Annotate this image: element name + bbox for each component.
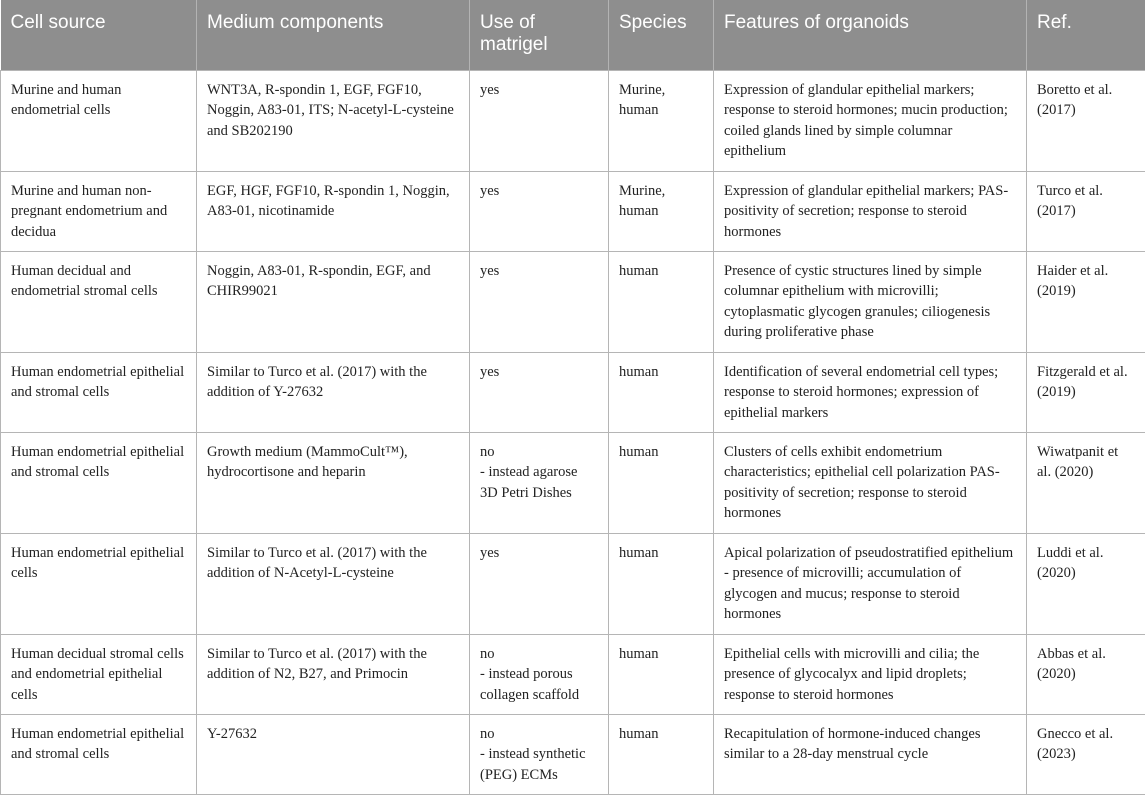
use-of-matrigel: yes bbox=[470, 70, 609, 171]
reference: Gnecco et al. (2023) bbox=[1027, 714, 1145, 794]
features-of-organoids: Presence of cystic structures lined by simple columnar epithelium with microvilli; cytoplasmatic glycogen granules; ciliogenesis during proliferative phase bbox=[714, 251, 1027, 352]
table-header bbox=[1, 0, 1145, 70]
header-ref: Ref. bbox=[1027, 0, 1145, 70]
use-of-matrigel: yes bbox=[470, 533, 609, 634]
table-row bbox=[1, 714, 1145, 794]
table-row bbox=[1, 171, 1145, 251]
use-of-matrigel bbox=[470, 714, 609, 794]
cell-source: Human endometrial epithelial and stromal cells bbox=[1, 352, 197, 432]
reference: Luddi et al. (2020) bbox=[1027, 533, 1145, 634]
species: human bbox=[609, 352, 714, 432]
species: human bbox=[609, 533, 714, 634]
matrigel-answer: no bbox=[480, 724, 598, 745]
medium-components: Similar to Turco et al. (2017) with the addition of N2, B27, and Primocin bbox=[197, 634, 470, 714]
table-row bbox=[1, 533, 1145, 634]
reference: Wiwatpanit et al. (2020) bbox=[1027, 432, 1145, 533]
reference: Turco et al. (2017) bbox=[1027, 171, 1145, 251]
cell-source: Murine and human endometrial cells bbox=[1, 70, 197, 171]
medium-components: Noggin, A83-01, R-spondin, EGF, and CHIR99021 bbox=[197, 251, 470, 352]
header-row bbox=[1, 0, 1145, 70]
features-of-organoids: Clusters of cells exhibit endometrium characteristics; epithelial cell polarization PAS- positivity of secretion; response to steroid hormones bbox=[714, 432, 1027, 533]
species: human bbox=[609, 251, 714, 352]
header-species: Species bbox=[609, 0, 714, 70]
matrigel-answer: no bbox=[480, 442, 598, 463]
cell-source: Human endometrial epithelial cells bbox=[1, 533, 197, 634]
use-of-matrigel: yes bbox=[470, 352, 609, 432]
header-features: Features of organoids bbox=[714, 0, 1027, 70]
cell-source: Murine and human non-pregnant endometrium and decidua bbox=[1, 171, 197, 251]
use-of-matrigel: yes bbox=[470, 171, 609, 251]
cell-source: Human endometrial epithelial and stromal cells bbox=[1, 432, 197, 533]
medium-components: EGF, HGF, FGF10, R-spondin 1, Noggin, A83-01, nicotinamide bbox=[197, 171, 470, 251]
reference: Boretto et al. (2017) bbox=[1027, 70, 1145, 171]
species: Murine, human bbox=[609, 70, 714, 171]
species: human bbox=[609, 432, 714, 533]
features-of-organoids: Expression of glandular epithelial markers; response to steroid hormones; mucin production; coiled glands lined by simple columnar epithelium bbox=[714, 70, 1027, 171]
header-use-of-matrigel: Use of matrigel bbox=[470, 0, 609, 70]
use-of-matrigel: yes bbox=[470, 251, 609, 352]
cell-source: Human decidual stromal cells and endometrial epithelial cells bbox=[1, 634, 197, 714]
table-row bbox=[1, 634, 1145, 714]
medium-components: WNT3A, R-spondin 1, EGF, FGF10, Noggin, A83-01, ITS; N-acetyl-L-cysteine and SB202190 bbox=[197, 70, 470, 171]
cell-source: Human decidual and endometrial stromal cells bbox=[1, 251, 197, 352]
reference: Haider et al. (2019) bbox=[1027, 251, 1145, 352]
matrigel-answer: no bbox=[480, 644, 598, 665]
features-of-organoids: Recapitulation of hormone-induced changes similar to a 28-day menstrual cycle bbox=[714, 714, 1027, 794]
table-row bbox=[1, 70, 1145, 171]
use-of-matrigel bbox=[470, 432, 609, 533]
features-of-organoids: Identification of several endometrial cell types; response to steroid hormones; expression of epithelial markers bbox=[714, 352, 1027, 432]
matrigel-alternative: - instead synthetic (PEG) ECMs bbox=[480, 746, 586, 783]
species: human bbox=[609, 714, 714, 794]
medium-components: Similar to Turco et al. (2017) with the addition of N-Acetyl-L-cysteine bbox=[197, 533, 470, 634]
table-body bbox=[1, 70, 1145, 794]
species: human bbox=[609, 634, 714, 714]
table-row bbox=[1, 432, 1145, 533]
features-of-organoids: Epithelial cells with microvilli and cilia; the presence of glycocalyx and lipid droplets; response to steroid hormones bbox=[714, 634, 1027, 714]
header-cell-source: Cell source bbox=[1, 0, 197, 70]
species: Murine, human bbox=[609, 171, 714, 251]
medium-components: Similar to Turco et al. (2017) with the addition of Y-27632 bbox=[197, 352, 470, 432]
table-row bbox=[1, 352, 1145, 432]
header-medium-components: Medium components bbox=[197, 0, 470, 70]
features-of-organoids: Expression of glandular epithelial markers; PAS- positivity of secretion; response to steroid hormones bbox=[714, 171, 1027, 251]
matrigel-alternative: - instead porous collagen scaffold bbox=[480, 666, 579, 703]
cell-source: Human endometrial epithelial and stromal cells bbox=[1, 714, 197, 794]
reference: Fitzgerald et al. (2019) bbox=[1027, 352, 1145, 432]
features-of-organoids: Apical polarization of pseudostratified epithelium - presence of microvilli; accumulation of glycogen and mucus; response to steroid hormones bbox=[714, 533, 1027, 634]
medium-components: Growth medium (MammoCult™), hydrocortisone and heparin bbox=[197, 432, 470, 533]
matrigel-alternative: - instead agarose 3D Petri Dishes bbox=[480, 464, 577, 501]
reference: Abbas et al. (2020) bbox=[1027, 634, 1145, 714]
table-row bbox=[1, 251, 1145, 352]
use-of-matrigel bbox=[470, 634, 609, 714]
medium-components: Y-27632 bbox=[197, 714, 470, 794]
